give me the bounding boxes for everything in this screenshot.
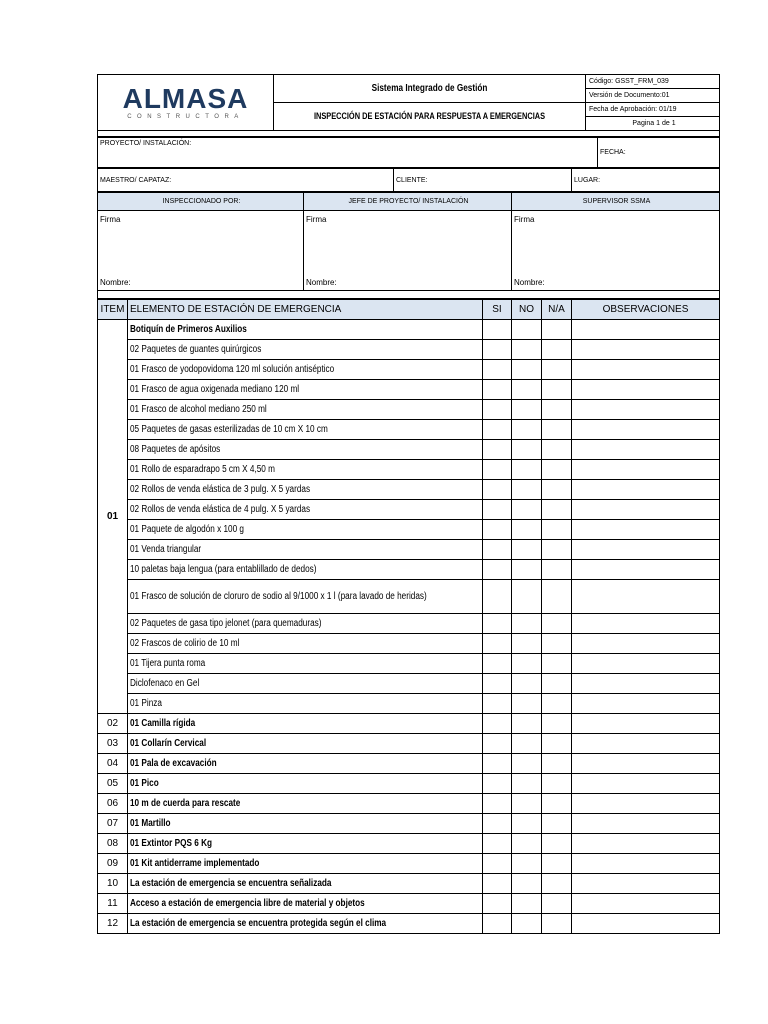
item-text: 01 Tijera punta roma xyxy=(130,658,206,669)
item-text: 01 Frasco de alcohol mediano 250 ml xyxy=(130,404,267,415)
item-text: La estación de emergencia se encuentra protegida según el clima xyxy=(130,918,387,929)
observations-cell[interactable] xyxy=(572,440,720,460)
item-number: 12 xyxy=(98,914,128,934)
checkbox-na[interactable] xyxy=(542,320,572,340)
name-label: Nombre: xyxy=(100,278,131,287)
checkbox-na[interactable] xyxy=(542,500,572,520)
item-text: 01 Camilla rígida xyxy=(130,718,196,729)
foreman-info xyxy=(97,168,720,192)
item-text: 01 Collarín Cervical xyxy=(130,738,207,749)
checkbox-na[interactable] xyxy=(542,460,572,480)
name-label: Nombre: xyxy=(514,278,545,287)
table-row xyxy=(98,834,720,854)
checkbox-si[interactable] xyxy=(483,480,512,500)
checkbox-si[interactable] xyxy=(483,874,512,894)
checkbox-na[interactable] xyxy=(542,794,572,814)
checkbox-na[interactable] xyxy=(542,520,572,540)
project-label: PROYECTO/ INSTALACIÓN: xyxy=(98,138,598,168)
item-description xyxy=(128,480,483,500)
item-number: 03 xyxy=(98,734,128,754)
item-description xyxy=(128,560,483,580)
observations-cell[interactable] xyxy=(572,794,720,814)
checkbox-no[interactable] xyxy=(512,794,542,814)
table-row xyxy=(98,320,720,340)
place-label: LUGAR: xyxy=(572,169,720,192)
signature-box-2[interactable] xyxy=(304,211,512,291)
checkbox-no[interactable] xyxy=(512,420,542,440)
col-na: N/A xyxy=(542,300,572,320)
checkbox-si[interactable] xyxy=(483,320,512,340)
checkbox-si[interactable] xyxy=(483,834,512,854)
table-row xyxy=(98,580,720,614)
item-description xyxy=(128,320,483,340)
checkbox-no[interactable] xyxy=(512,694,542,714)
observations-cell[interactable] xyxy=(572,854,720,874)
observations-cell[interactable] xyxy=(572,520,720,540)
project-chief-header: JEFE DE PROYECTO/ INSTALACIÓN xyxy=(304,193,512,211)
observations-cell[interactable] xyxy=(572,654,720,674)
item-description xyxy=(128,814,483,834)
logo-text: ALMASA xyxy=(122,83,249,114)
checkbox-si[interactable] xyxy=(483,360,512,380)
observations-cell[interactable] xyxy=(572,614,720,634)
checkbox-no[interactable] xyxy=(512,734,542,754)
observations-cell[interactable] xyxy=(572,914,720,934)
checkbox-no[interactable] xyxy=(512,654,542,674)
item-description xyxy=(128,694,483,714)
checkbox-si[interactable] xyxy=(483,380,512,400)
item-text: 01 Rollo de esparadrapo 5 cm X 4,50 m xyxy=(130,464,275,475)
observations-cell[interactable] xyxy=(572,580,720,614)
signature-label: Firma xyxy=(306,215,327,224)
col-no: NO xyxy=(512,300,542,320)
item-text: 01 Pinza xyxy=(130,698,162,709)
item-text: 01 Kit antiderrame implementado xyxy=(130,858,260,869)
checkbox-no[interactable] xyxy=(512,834,542,854)
checkbox-si[interactable] xyxy=(483,400,512,420)
checkbox-si[interactable] xyxy=(483,340,512,360)
item-number: 02 xyxy=(98,714,128,734)
observations-cell[interactable] xyxy=(572,480,720,500)
col-element: ELEMENTO DE ESTACIÓN DE EMERGENCIA xyxy=(128,300,483,320)
observations-cell[interactable] xyxy=(572,894,720,914)
checkbox-no[interactable] xyxy=(512,340,542,360)
checkbox-si[interactable] xyxy=(483,754,512,774)
checkbox-na[interactable] xyxy=(542,694,572,714)
item-text: 02 Rollos de venda elástica de 3 pulg. X 5 yardas xyxy=(130,484,311,495)
checkbox-na[interactable] xyxy=(542,714,572,734)
item-text: 01 Paquete de algodón x 100 g xyxy=(130,524,244,535)
table-row xyxy=(98,440,720,460)
checkbox-na[interactable] xyxy=(542,874,572,894)
checkbox-si[interactable] xyxy=(483,420,512,440)
item-description xyxy=(128,460,483,480)
item-description xyxy=(128,420,483,440)
checkbox-si[interactable] xyxy=(483,854,512,874)
item-description xyxy=(128,380,483,400)
item-description xyxy=(128,874,483,894)
table-row xyxy=(98,460,720,480)
item-text: 08 Paquetes de apósitos xyxy=(130,444,221,455)
table-row xyxy=(98,420,720,440)
approval-date: Fecha de Aprobación: 01/19 xyxy=(586,103,720,117)
checkbox-na[interactable] xyxy=(542,674,572,694)
checkbox-no[interactable] xyxy=(512,360,542,380)
checkbox-no[interactable] xyxy=(512,914,542,934)
col-item: ITEM xyxy=(98,300,128,320)
observations-cell[interactable] xyxy=(572,714,720,734)
table-row xyxy=(98,674,720,694)
date-label: FECHA: xyxy=(598,138,720,168)
item-description xyxy=(128,440,483,460)
checkbox-si[interactable] xyxy=(483,654,512,674)
item-description xyxy=(128,580,483,614)
item-description xyxy=(128,400,483,420)
table-row xyxy=(98,560,720,580)
checkbox-si[interactable] xyxy=(483,580,512,614)
checkbox-si[interactable] xyxy=(483,794,512,814)
checkbox-no[interactable] xyxy=(512,854,542,874)
foreman-label: MAESTRO/ CAPATAZ: xyxy=(98,169,394,192)
checkbox-na[interactable] xyxy=(542,914,572,934)
item-number: 10 xyxy=(98,874,128,894)
inspection-form xyxy=(97,74,719,934)
item-description xyxy=(128,734,483,754)
checkbox-na[interactable] xyxy=(542,894,572,914)
checkbox-si[interactable] xyxy=(483,614,512,634)
checkbox-no[interactable] xyxy=(512,540,542,560)
item-text: 02 Paquetes de gasa tipo jelonet (para quemaduras) xyxy=(130,618,322,629)
form-header xyxy=(97,74,720,137)
checkbox-no[interactable] xyxy=(512,320,542,340)
checkbox-no[interactable] xyxy=(512,500,542,520)
observations-cell[interactable] xyxy=(572,694,720,714)
item-text: 01 Martillo xyxy=(130,818,171,829)
signature-block xyxy=(97,192,720,299)
item-description xyxy=(128,674,483,694)
checkbox-no[interactable] xyxy=(512,674,542,694)
item-text: 01 Frasco de agua oxigenada mediano 120 ml xyxy=(130,384,300,395)
item-text: 10 paletas baja lengua (para entablillado de dedos) xyxy=(130,564,317,575)
item-text: 02 Frascos de colirio de 10 ml xyxy=(130,638,240,649)
table-row xyxy=(98,794,720,814)
checkbox-na[interactable] xyxy=(542,754,572,774)
item-number: 06 xyxy=(98,794,128,814)
observations-cell[interactable] xyxy=(572,420,720,440)
observations-cell[interactable] xyxy=(572,460,720,480)
table-row xyxy=(98,634,720,654)
checkbox-si[interactable] xyxy=(483,894,512,914)
item-description xyxy=(128,634,483,654)
checkbox-na[interactable] xyxy=(542,634,572,654)
checkbox-na[interactable] xyxy=(542,814,572,834)
observations-cell[interactable] xyxy=(572,674,720,694)
table-row xyxy=(98,654,720,674)
doc-version: Versión de Documento:01 xyxy=(586,89,720,103)
item-description xyxy=(128,614,483,634)
item-text: Botiquín de Primeros Auxilios xyxy=(130,324,247,335)
checkbox-si[interactable] xyxy=(483,814,512,834)
item-text: 01 Frasco de solución de cloruro de sodio al 9/1000 x 1 l (para lavado de heridas) xyxy=(130,591,427,602)
observations-cell[interactable] xyxy=(572,500,720,520)
checkbox-na[interactable] xyxy=(542,340,572,360)
item-text: 01 Pico xyxy=(130,778,159,789)
page-number: Pagina 1 de 1 xyxy=(586,117,720,131)
item-text: 01 Pala de excavación xyxy=(130,758,217,769)
table-row xyxy=(98,874,720,894)
observations-cell[interactable] xyxy=(572,634,720,654)
checkbox-na[interactable] xyxy=(542,580,572,614)
item-description xyxy=(128,754,483,774)
item-text: 05 Paquetes de gasas esterilizadas de 10 cm X 10 cm xyxy=(130,424,328,435)
item-description xyxy=(128,360,483,380)
item-description xyxy=(128,774,483,794)
checklist-table xyxy=(97,299,720,934)
observations-cell[interactable] xyxy=(572,320,720,340)
checkbox-no[interactable] xyxy=(512,380,542,400)
observations-cell[interactable] xyxy=(572,560,720,580)
item-description xyxy=(128,794,483,814)
checkbox-no[interactable] xyxy=(512,440,542,460)
observations-cell[interactable] xyxy=(572,834,720,854)
signature-label: Firma xyxy=(100,215,121,224)
table-row xyxy=(98,734,720,754)
table-row xyxy=(98,754,720,774)
table-row xyxy=(98,400,720,420)
checkbox-no[interactable] xyxy=(512,714,542,734)
checkbox-no[interactable] xyxy=(512,814,542,834)
company-logo xyxy=(98,75,274,131)
item-number: 09 xyxy=(98,854,128,874)
observations-cell[interactable] xyxy=(572,814,720,834)
table-row xyxy=(98,380,720,400)
checkbox-no[interactable] xyxy=(512,894,542,914)
checkbox-na[interactable] xyxy=(542,380,572,400)
item-number: 11 xyxy=(98,894,128,914)
checkbox-na[interactable] xyxy=(542,560,572,580)
item-text: 02 Rollos de venda elástica de 4 pulg. X 5 yardas xyxy=(130,504,311,515)
table-row xyxy=(98,714,720,734)
client-label: CLIENTE: xyxy=(394,169,572,192)
checkbox-si[interactable] xyxy=(483,540,512,560)
checkbox-no[interactable] xyxy=(512,560,542,580)
checkbox-na[interactable] xyxy=(542,480,572,500)
item-description xyxy=(128,714,483,734)
checkbox-na[interactable] xyxy=(542,360,572,380)
supervisor-header: SUPERVISOR SSMA xyxy=(512,193,720,211)
item-text: Acceso a estación de emergencia libre de material y objetos xyxy=(130,898,365,909)
table-row xyxy=(98,914,720,934)
checkbox-na[interactable] xyxy=(542,440,572,460)
item-description xyxy=(128,914,483,934)
table-row xyxy=(98,520,720,540)
checkbox-si[interactable] xyxy=(483,460,512,480)
checkbox-na[interactable] xyxy=(542,834,572,854)
item-description xyxy=(128,540,483,560)
checkbox-no[interactable] xyxy=(512,480,542,500)
observations-cell[interactable] xyxy=(572,400,720,420)
checkbox-na[interactable] xyxy=(542,854,572,874)
logo-subtitle: CONSTRUCTORA xyxy=(127,114,244,120)
checkbox-no[interactable] xyxy=(512,614,542,634)
checkbox-no[interactable] xyxy=(512,520,542,540)
table-row xyxy=(98,340,720,360)
observations-cell[interactable] xyxy=(572,380,720,400)
observations-cell[interactable] xyxy=(572,754,720,774)
checkbox-na[interactable] xyxy=(542,654,572,674)
system-title: Sistema Integrado de Gestión xyxy=(371,83,488,94)
signature-box-1[interactable] xyxy=(98,211,304,291)
table-row xyxy=(98,614,720,634)
checkbox-si[interactable] xyxy=(483,520,512,540)
checkbox-si[interactable] xyxy=(483,674,512,694)
item-description xyxy=(128,340,483,360)
item-text: Diclofenaco en Gel xyxy=(130,678,200,689)
inspected-by-header: INSPECCIONADO POR: xyxy=(98,193,304,211)
form-title: INSPECCIÓN DE ESTACIÓN PARA RESPUESTA A EMERGENCIAS xyxy=(313,111,546,122)
observations-cell[interactable] xyxy=(572,874,720,894)
item-text: 01 Venda triangular xyxy=(130,544,202,555)
checkbox-no[interactable] xyxy=(512,580,542,614)
item-number: 01 xyxy=(98,320,128,714)
item-text: 10 m de cuerda para rescate xyxy=(130,798,241,809)
checkbox-na[interactable] xyxy=(542,420,572,440)
table-row xyxy=(98,500,720,520)
checkbox-si[interactable] xyxy=(483,714,512,734)
name-label: Nombre: xyxy=(306,278,337,287)
item-description xyxy=(128,854,483,874)
table-row xyxy=(98,480,720,500)
table-row xyxy=(98,540,720,560)
item-text: 01 Extintor PQS 6 Kg xyxy=(130,838,213,849)
table-row xyxy=(98,854,720,874)
table-row xyxy=(98,694,720,714)
table-row xyxy=(98,360,720,380)
item-description xyxy=(128,500,483,520)
observations-cell[interactable] xyxy=(572,540,720,560)
item-text: 01 Frasco de yodopovidoma 120 ml solución antiséptico xyxy=(130,364,335,375)
item-description xyxy=(128,834,483,854)
observations-cell[interactable] xyxy=(572,774,720,794)
item-description xyxy=(128,654,483,674)
checkbox-no[interactable] xyxy=(512,460,542,480)
column-header-row xyxy=(98,300,720,320)
checkbox-na[interactable] xyxy=(542,540,572,560)
checkbox-si[interactable] xyxy=(483,500,512,520)
project-info xyxy=(97,137,720,168)
table-row xyxy=(98,814,720,834)
item-number: 05 xyxy=(98,774,128,794)
item-text: 02 Paquetes de guantes quirúrgicos xyxy=(130,344,262,355)
checkbox-no[interactable] xyxy=(512,634,542,654)
checkbox-si[interactable] xyxy=(483,560,512,580)
checkbox-na[interactable] xyxy=(542,774,572,794)
checkbox-si[interactable] xyxy=(483,774,512,794)
checkbox-si[interactable] xyxy=(483,734,512,754)
item-number: 07 xyxy=(98,814,128,834)
observations-cell[interactable] xyxy=(572,734,720,754)
table-row xyxy=(98,894,720,914)
checkbox-na[interactable] xyxy=(542,614,572,634)
checkbox-na[interactable] xyxy=(542,734,572,754)
item-number: 08 xyxy=(98,834,128,854)
checkbox-no[interactable] xyxy=(512,874,542,894)
item-description xyxy=(128,894,483,914)
col-si: SI xyxy=(483,300,512,320)
checkbox-si[interactable] xyxy=(483,440,512,460)
checkbox-na[interactable] xyxy=(542,400,572,420)
observations-cell[interactable] xyxy=(572,340,720,360)
signature-label: Firma xyxy=(514,215,535,224)
signature-box-3[interactable] xyxy=(512,211,720,291)
item-text: La estación de emergencia se encuentra señalizada xyxy=(130,878,332,889)
checkbox-si[interactable] xyxy=(483,914,512,934)
table-row xyxy=(98,774,720,794)
checkbox-no[interactable] xyxy=(512,400,542,420)
checkbox-si[interactable] xyxy=(483,694,512,714)
col-observations: OBSERVACIONES xyxy=(572,300,720,320)
doc-code: Código: GSST_FRM_039 xyxy=(586,75,720,89)
checkbox-no[interactable] xyxy=(512,754,542,774)
item-number: 04 xyxy=(98,754,128,774)
checkbox-no[interactable] xyxy=(512,774,542,794)
checkbox-si[interactable] xyxy=(483,634,512,654)
item-description xyxy=(128,520,483,540)
observations-cell[interactable] xyxy=(572,360,720,380)
